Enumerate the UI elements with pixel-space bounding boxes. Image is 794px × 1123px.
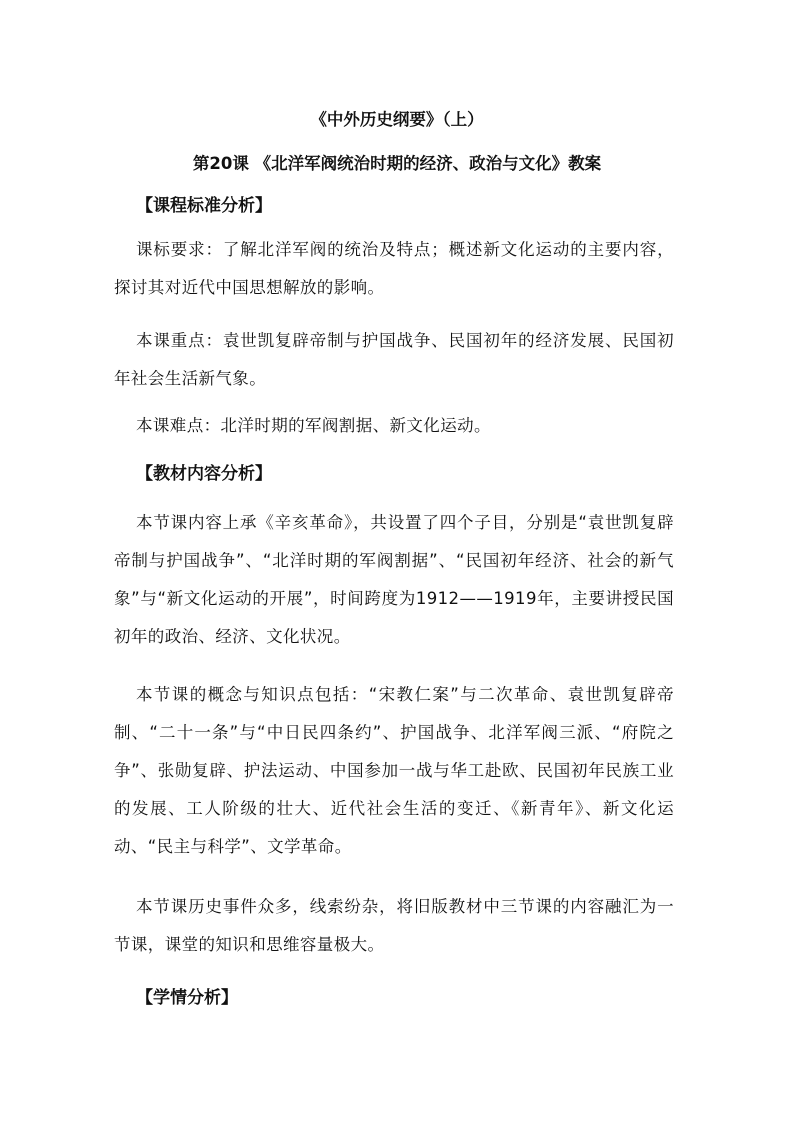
paragraph-lesson-difficulty: 本课难点：北洋时期的军阀割据、新文化运动。 <box>136 416 491 435</box>
lesson-title: 第20课 《北洋军阀统治时期的经济、政治与文化》教案 <box>192 154 602 173</box>
paragraph-curriculum-requirement: 课标要求：了解北洋军阀的统治及特点；概述新文化运动的主要内容，探讨其对近代中国思想解放的影响。 <box>114 240 674 297</box>
section-heading-curriculum-standard: 【课程标准分析】 <box>136 196 272 216</box>
document-title: 《中外历史纲要》（上） <box>310 110 484 129</box>
paragraph-concepts-knowledge: 本节课的概念与知识点包括：“宋教仁案”与二次革命、袁世凯复辟帝制、“二十一条”与“中日民四条约”、护国战争、北洋军阀三派、“府院之争”、张勋复辟、护法运动、中国参加一战与华工赴欧、民国初年民族工业的发展、工人阶级的壮大、近代社会生活的变迁、《新青年》、新文化运动、“民主与科学”、文学革命。 <box>114 685 674 856</box>
paragraph-lesson-complexity: 本节课历史事件众多，线索纷杂，将旧版教材中三节课的内容融汇为一节课，课堂的知识和思维容量极大。 <box>114 897 674 954</box>
section-heading-learner-analysis: 【学情分析】 <box>136 988 238 1008</box>
paragraph-textbook-overview: 本节课内容上承《辛亥革命》，共设置了四个子目，分别是“袁世凯复辟帝制与护国战争”、“北洋时期的军阀割据”、“民国初年经济、社会的新气象”与“新文化运动的开展”，时间跨度为1912——1919年，主要讲授民国初年的政治、经济、文化状况。 <box>114 513 674 646</box>
paragraph-lesson-focus: 本课重点：袁世凯复辟帝制与护国战争、民国初年的经济发展、民国初年社会生活新气象。 <box>114 331 674 388</box>
section-heading-textbook-analysis: 【教材内容分析】 <box>136 464 272 484</box>
